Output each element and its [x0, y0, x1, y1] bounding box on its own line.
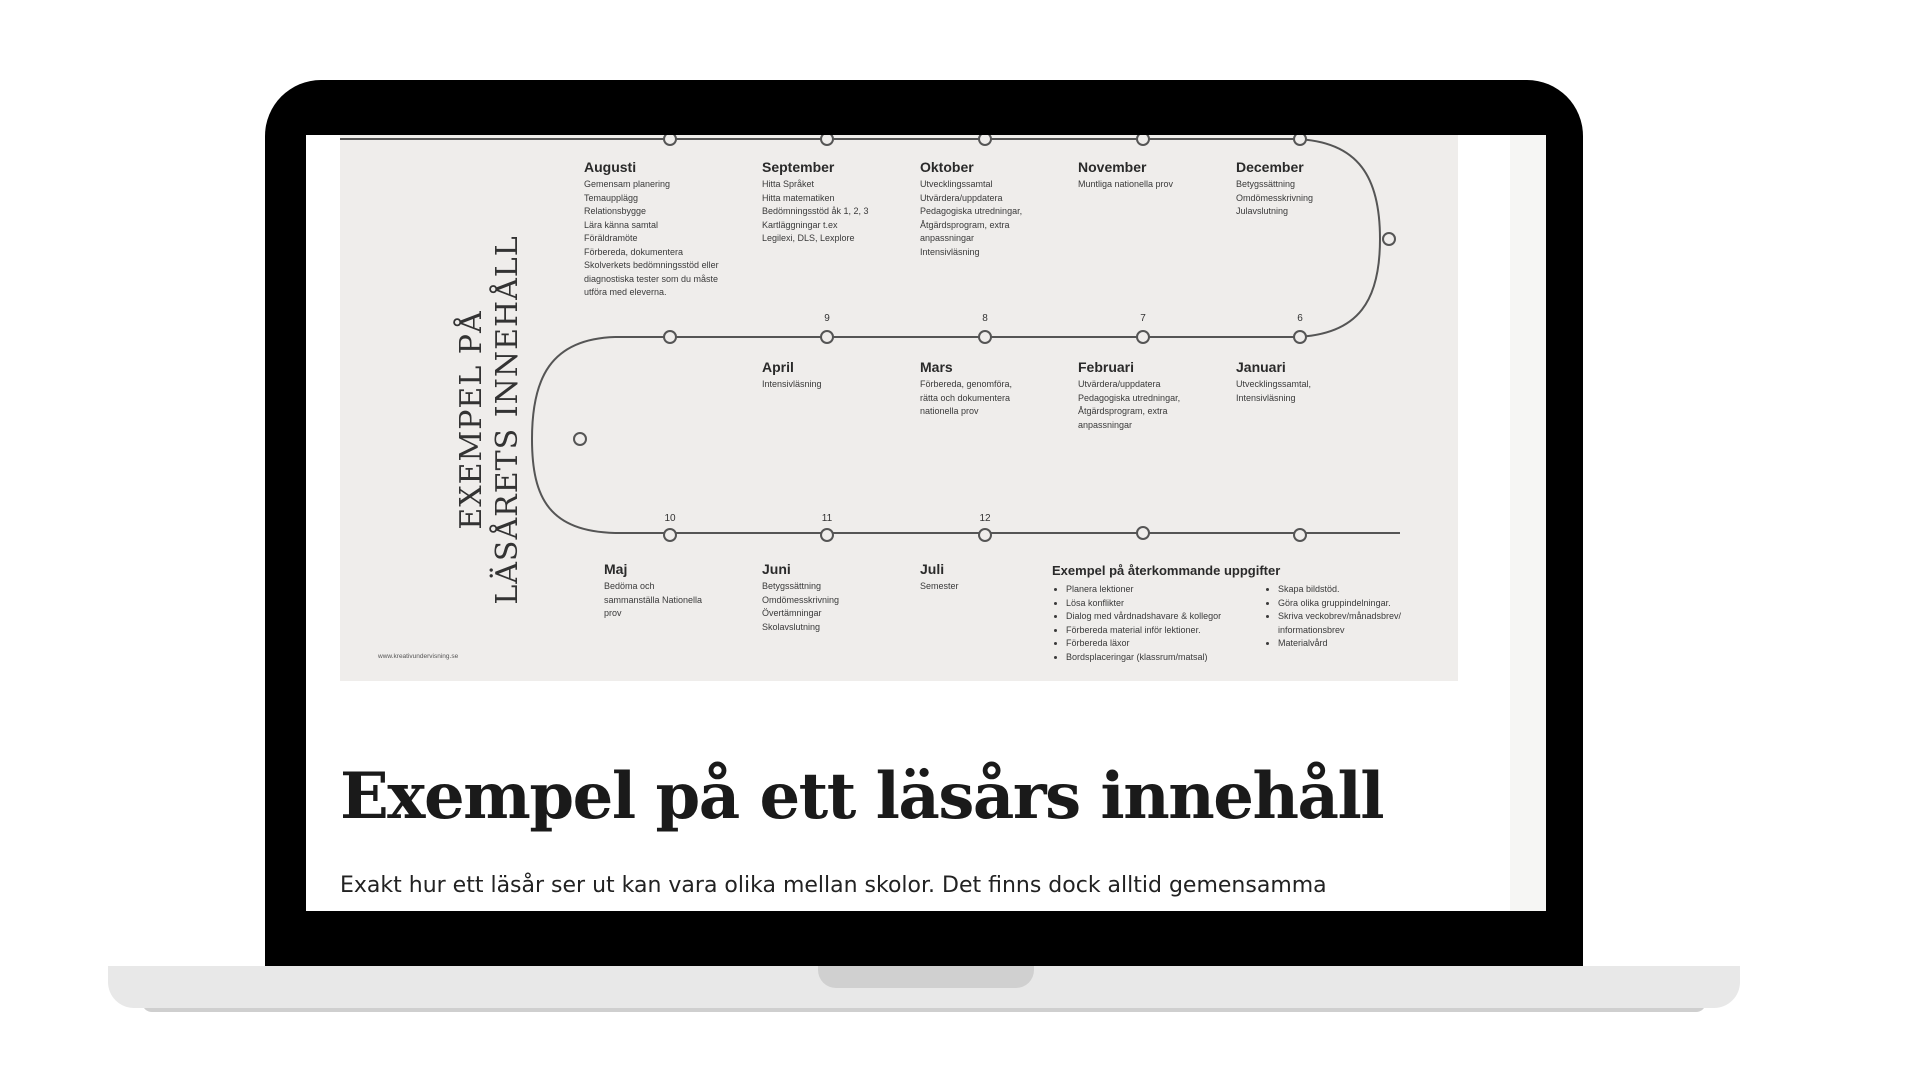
poster-website: www.kreativundervisning.se — [378, 653, 459, 660]
month-name: Oktober — [920, 159, 974, 175]
list-item: • Göra olika gruppindelningar. — [1278, 597, 1458, 611]
poster-title-line2: LÄSÅRETS INNEHÅLL — [490, 235, 525, 605]
month-number-juni: 11 — [821, 513, 833, 524]
month-task: Utvecklingssamtal, — [1236, 379, 1312, 389]
month-task: Bedöma och — [604, 581, 655, 591]
list-item: • Förbereda material inför lektioner. — [1066, 624, 1266, 638]
list-item: • Skapa bildstöd. — [1278, 583, 1458, 597]
page-margin-strip — [1510, 135, 1546, 911]
poster-vertical-title — [454, 230, 526, 610]
month-name: Augusti — [584, 159, 637, 175]
month-task: Åtgärdsprogram, extra — [1078, 406, 1168, 416]
month-block-februari — [1078, 359, 1238, 432]
month-task: anpassningar — [920, 233, 975, 243]
month-task: Åtgärdsprogram, extra — [920, 219, 1010, 230]
month-number-januari: 6 — [1297, 313, 1303, 324]
month-task: Skolavslutning — [762, 621, 821, 632]
month-task: Pedagogiska utredningar, — [1078, 392, 1181, 403]
month-block-juni — [762, 561, 922, 634]
month-name: Mars — [920, 359, 953, 375]
month-name: December — [1236, 159, 1304, 175]
month-task: Utvärdera/uppdatera — [1078, 379, 1161, 389]
month-task: sammanställa Nationella — [604, 594, 703, 605]
month-task: Legilexi, DLS, Lexplore — [762, 233, 855, 243]
list-item: informationsbrev — [1278, 624, 1345, 635]
recurring-tasks — [1052, 563, 1452, 662]
month-block-april — [762, 359, 922, 392]
poster-title-line1: EXEMPEL PÅ — [454, 310, 489, 530]
month-task: Föräldramöte — [584, 233, 638, 243]
laptop-screen — [306, 135, 1546, 911]
list-item: • Skriva veckobrev/månadsbrev/ — [1278, 610, 1458, 624]
month-task: Hitta Språket — [762, 179, 815, 189]
recurring-tasks-title: Exempel på återkommande uppgifter — [1052, 563, 1281, 578]
month-task: Relationsbygge — [584, 206, 647, 216]
month-block-september — [762, 159, 922, 246]
recurring-tasks-list-2 — [1264, 583, 1458, 651]
month-task: Julavslutning — [1236, 206, 1289, 216]
month-block-januari — [1236, 359, 1396, 405]
month-task: Bedömningsstöd åk 1, 2, 3 — [762, 206, 869, 216]
month-name: Januari — [1236, 359, 1286, 375]
list-item: • Planera lektioner — [1066, 583, 1266, 597]
month-task: prov — [604, 608, 622, 618]
month-block-maj — [604, 561, 764, 621]
month-number-maj: 10 — [664, 513, 676, 524]
month-task: rätta och dokumentera — [920, 392, 1011, 403]
month-task: Temaupplägg — [584, 192, 639, 203]
month-number-juli: 12 — [979, 513, 991, 524]
list-item: • Lösa konflikter — [1066, 597, 1266, 611]
month-name: September — [762, 159, 835, 175]
month-task: Utvärdera/uppdatera — [920, 192, 1003, 203]
month-task: Övertämningar — [762, 608, 822, 618]
month-task: Hitta matematiken — [762, 192, 835, 203]
month-task: Kartläggningar t.ex — [762, 219, 838, 230]
article-body: Exakt hur ett läsår ser ut kan vara olika mellan skolor. Det finns dock alltid gemensamma — [340, 873, 1327, 898]
month-name: April — [762, 359, 794, 375]
month-block-mars — [920, 359, 1080, 419]
month-number-februari: 7 — [1140, 313, 1146, 324]
list-item: • Materialvård — [1278, 637, 1458, 651]
list-item: • Bordsplaceringar (klassrum/matsal) — [1066, 651, 1266, 665]
month-block-december — [1236, 159, 1396, 219]
list-item: • Dialog med vårdnadshavare & kollegor — [1066, 610, 1266, 624]
month-name: November — [1078, 159, 1147, 175]
month-task: Förbereda, genomföra, — [920, 379, 1013, 389]
month-task: Omdömesskrivning — [1236, 192, 1314, 203]
month-task: Skolverkets bedömningsstöd eller — [584, 260, 719, 270]
month-task: anpassningar — [1078, 419, 1133, 430]
month-task: diagnostiska tester som du måste — [584, 273, 719, 284]
laptop-notch — [818, 966, 1034, 988]
month-number-mars: 8 — [982, 313, 988, 324]
month-name: Juli — [920, 561, 945, 577]
month-block-augusti — [584, 159, 754, 300]
month-block-oktober — [920, 159, 1080, 259]
month-name: Maj — [604, 561, 628, 577]
month-name: Februari — [1078, 359, 1135, 375]
month-task: Semester — [920, 581, 959, 591]
month-task: Omdömesskrivning — [762, 594, 840, 605]
month-task: nationella prov — [920, 406, 979, 416]
recurring-tasks-list-1 — [1052, 583, 1266, 664]
list-item: • Förbereda läxor — [1066, 637, 1266, 651]
month-task: Muntliga nationella prov — [1078, 179, 1174, 189]
month-block-november — [1078, 159, 1238, 192]
month-task: Betygssättning — [1236, 179, 1296, 189]
month-task: Gemensam planering — [584, 179, 671, 189]
month-task: Utvecklingssamtal — [920, 179, 993, 189]
month-number-april: 9 — [824, 313, 830, 324]
timeline-poster — [340, 135, 1458, 681]
month-task: Intensivläsning — [920, 246, 980, 257]
month-task: utföra med eleverna. — [584, 287, 667, 297]
month-task: Betygssättning — [762, 581, 822, 591]
month-task: Förbereda, dokumentera — [584, 246, 684, 257]
month-task: Lära känna samtal — [584, 219, 659, 230]
month-name: Juni — [762, 561, 791, 577]
month-task: Intensivläsning — [762, 379, 822, 389]
month-task: Intensivläsning — [1236, 392, 1296, 403]
month-task: Pedagogiska utredningar, — [920, 206, 1023, 216]
article-heading: Exempel på ett läsårs innehåll — [340, 759, 1384, 834]
